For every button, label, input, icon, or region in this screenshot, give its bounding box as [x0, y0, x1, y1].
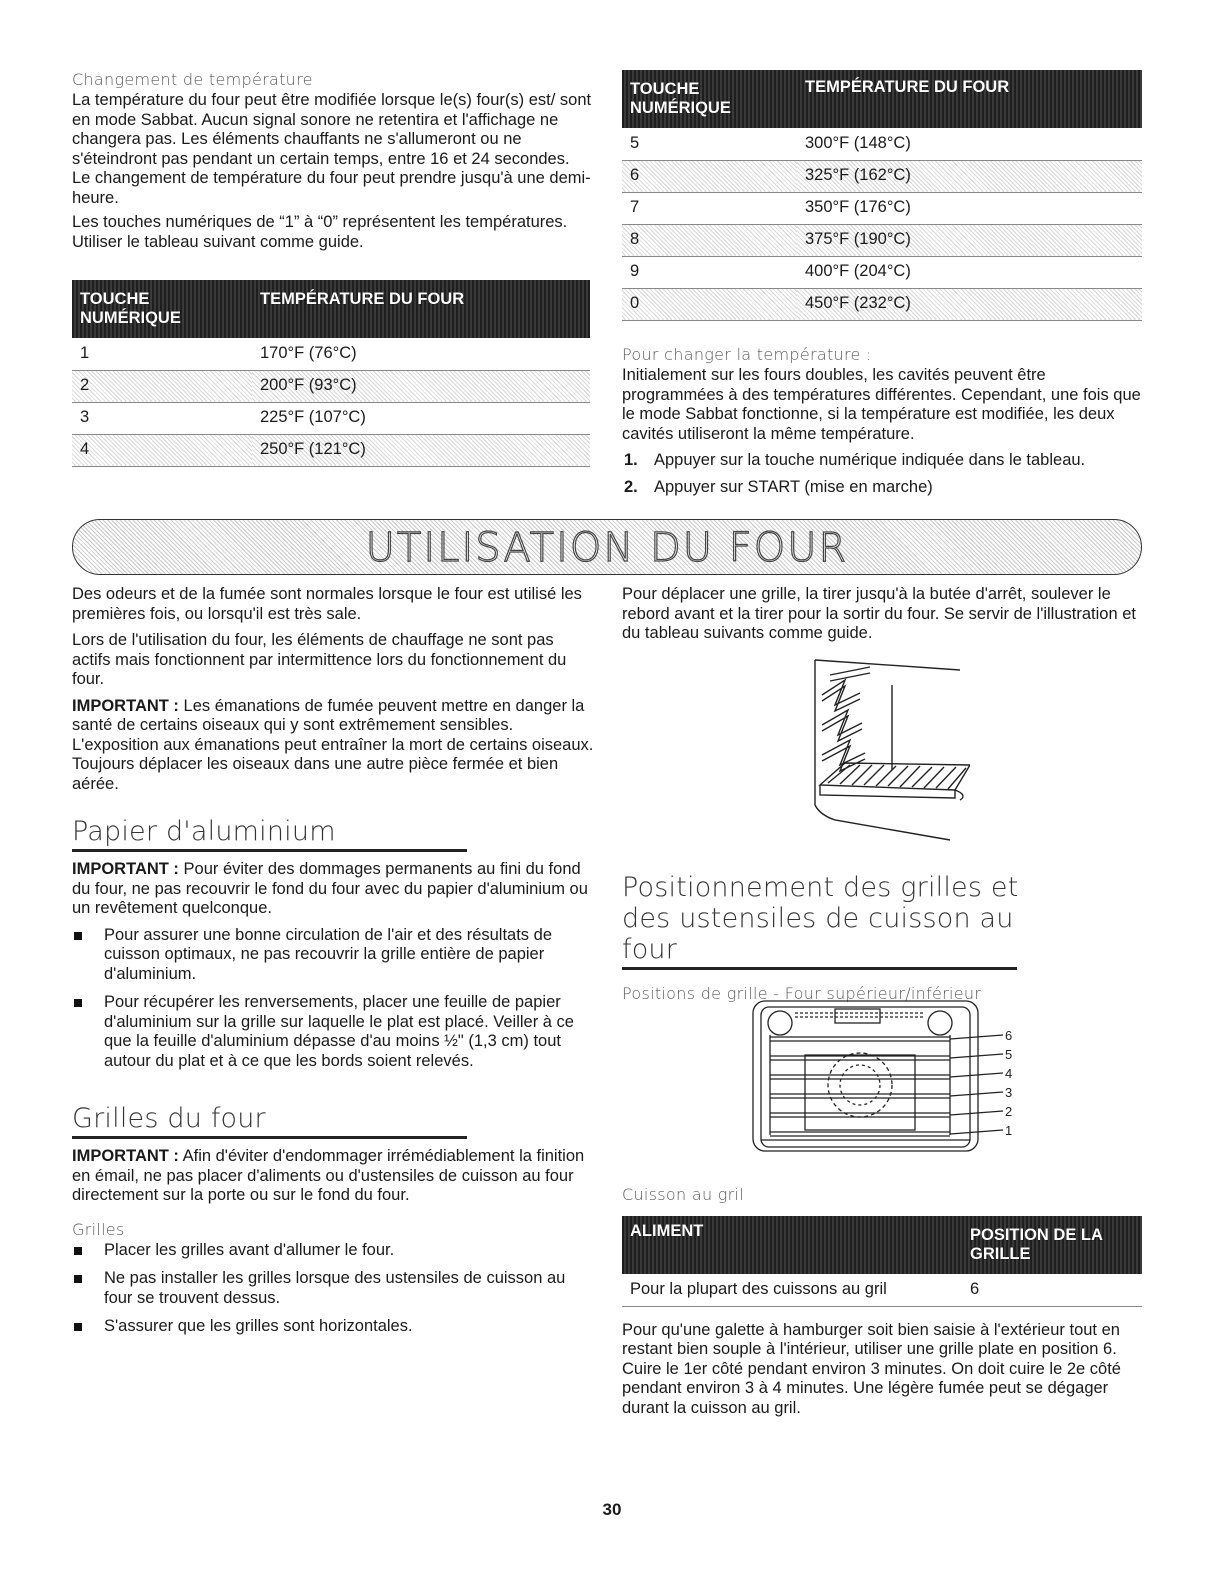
rack-position-label: 6	[1005, 1028, 1013, 1043]
rack-positions-diagram	[745, 995, 1035, 1160]
row-key: 1	[72, 338, 252, 370]
title-rule	[622, 967, 1017, 970]
change-temp-subhead: Pour changer la température :	[622, 345, 872, 364]
row-key: 0	[622, 288, 797, 320]
list-item: Ne pas installer les grilles lorsque des ustensiles de cuisson au four se trouvent dessus.	[72, 1269, 594, 1308]
broil-table	[622, 1216, 1142, 1307]
important-label: IMPORTANT :	[72, 860, 179, 878]
positioning-section	[622, 872, 1142, 1005]
table-row	[622, 256, 1142, 288]
title-rule	[72, 849, 467, 852]
important-text: Afin d'éviter d'endommager irrémédiablement la finition en émail, ne pas placer d'aliments ou d'ustensiles de cuisson au four directement sur la porte ou sur le fond du four.	[72, 1147, 585, 1204]
banner-title: UTILISATION DU FOUR	[365, 525, 849, 571]
row-key: 7	[622, 192, 797, 224]
foil-title: Papier d'aluminium	[72, 816, 336, 847]
move-rack-paragraph: Pour déplacer une grille, la tirer jusqu'à la butée d'arrêt, soulever le rebord avant et la tirer pour la sortir du four. Se servir de l'illustration et du tableau suivants comme guide.	[622, 585, 1136, 642]
row-temp: 170°F (76°C)	[252, 338, 590, 370]
list-item: Pour assurer une bonne circulation de l'air et des résultats de cuisson optimaux, ne pas recouvrir la grille entière de papier d'aluminium.	[72, 926, 594, 985]
important-text: Les émanations de fumée peuvent mettre en danger la santé de certains oiseaux qui y sont extrêmement sensibles. L'exposition aux émanations peut entraîner la mort de certains oiseaux. Toujours déplacer les oiseaux dans une autre pièce fermée et bien aérée.	[72, 696, 594, 793]
header-temp: TEMPÉRATURE DU FOUR	[260, 290, 465, 308]
foil-important	[72, 860, 594, 919]
rack-removal-illustration	[800, 655, 970, 850]
row-temp: 250°F (121°C)	[252, 434, 590, 466]
table-row	[622, 160, 1142, 192]
row-temp: 325°F (162°C)	[797, 160, 1142, 192]
rack-position-line	[770, 1132, 950, 1136]
rack-position-label: 5	[1005, 1047, 1013, 1062]
list-item	[622, 451, 1142, 471]
step-number: 2.	[624, 477, 638, 496]
table-row	[72, 402, 590, 434]
intro-section	[72, 585, 594, 801]
broil-subhead: Cuisson au gril	[622, 1185, 745, 1204]
rack-position-line	[770, 1037, 950, 1041]
move-rack-section	[622, 585, 1142, 651]
table-row	[622, 192, 1142, 224]
broil-paragraph: Pour qu'une galette à hamburger soit bien saisie à l'extérieur tout en restant bien souple à l'intérieur, utiliser une grille plate en position 6. Cuire le 1er côté pendant environ 3 minutes. On doit cuire le 2e côté pendant environ 3 à 4 minutes. Une légère fumée peut se dégager durant la cuisson au gril.	[622, 1320, 1121, 1417]
intro-important	[72, 697, 594, 795]
rack-position-line	[770, 1056, 950, 1060]
table-row	[622, 224, 1142, 256]
row-temp: 300°F (148°C)	[797, 128, 1142, 160]
change-temp-section	[622, 345, 1142, 504]
temp-table-left-header	[72, 280, 590, 338]
row-key: 5	[622, 128, 797, 160]
rack-position-leader	[950, 1130, 1003, 1134]
sabbath-subhead: Changement de température	[72, 70, 313, 89]
table-row	[622, 1274, 1142, 1306]
list-item	[622, 478, 1142, 498]
step-number: 1.	[624, 451, 638, 469]
racks-bullets	[72, 1241, 594, 1337]
temp-table-right	[622, 70, 1142, 321]
header-key: TOUCHE NUMÉRIQUE	[80, 290, 181, 327]
section-banner	[72, 519, 1142, 575]
row-temp: 225°F (107°C)	[252, 402, 590, 434]
racks-important	[72, 1147, 594, 1206]
row-temp: 400°F (204°C)	[797, 256, 1142, 288]
racks-subhead: Grilles	[72, 1219, 125, 1239]
rack-position-leader	[950, 1092, 1003, 1096]
header-temp: TEMPÉRATURE DU FOUR	[805, 78, 1010, 96]
row-key: 3	[72, 402, 252, 434]
row-key: 8	[622, 224, 797, 256]
row-key: 2	[72, 370, 252, 402]
rack-position-line	[770, 1075, 950, 1079]
row-key: 9	[622, 256, 797, 288]
rack-position-label: 1	[1005, 1123, 1013, 1138]
row-temp: 375°F (190°C)	[797, 224, 1142, 256]
important-label: IMPORTANT :	[72, 1147, 179, 1165]
temp-table-left	[72, 280, 590, 467]
table-row	[622, 288, 1142, 320]
racks-title: Grilles du four	[72, 1103, 266, 1134]
list-item: Placer les grilles avant d'allumer le four.	[72, 1241, 594, 1261]
intro-paragraph-1: Des odeurs et de la fumée sont normales lorsque le four est utilisé les premières fois, ou lorsqu'il est très sale.	[72, 585, 582, 623]
foil-bullets	[72, 926, 594, 1072]
foil-section	[72, 816, 594, 1080]
row-temp: 200°F (93°C)	[252, 370, 590, 402]
row-key: 4	[72, 434, 252, 466]
list-item: Pour récupérer les renversements, placer une feuille de papier d'aluminium sur la grille sur laquelle le plat est placé. Veiller à ce que la feuille d'aluminium dépasse d'au moins ½" (1,3 cm) tout autour du plat et à ce que les bords soient relevés.	[72, 993, 594, 1071]
important-label: IMPORTANT :	[72, 696, 179, 715]
broil-table-header	[622, 1216, 1142, 1274]
rack-position-leader	[950, 1054, 1003, 1058]
change-temp-paragraph: Initialement sur les fours doubles, les cavités peuvent être programmées à des températures différentes. Cependant, une fois que le mode Sabbat fonctionne, si la température est modifiée, les deux cavités utiliseront la même température.	[622, 366, 1141, 443]
rack-position-label: 4	[1005, 1066, 1013, 1081]
broil-section	[622, 1185, 1142, 1425]
sabbath-paragraph-3: Utiliser le tableau suivant comme guide.	[72, 232, 364, 251]
important-text: Pour éviter des dommages permanents au fini du fond du four, ne pas recouvrir le fond du four avec du papier d'aluminium ou un revêtement quelconque.	[72, 860, 588, 917]
sabbath-paragraph-1: La température du four peut être modifiée lorsque le(s) four(s) est/ sont en mode Sabbat. Aucun signal sonore ne retentira et l'affichage ne changera pas. Les éléments chauffants ne s'allumeront ou ne s'éteindront pas pendant un certain temps, entre 16 et 24 secondes. Le changement de température du four peut prendre jusqu'à une demi-heure.	[72, 91, 592, 207]
row-position: 6	[962, 1274, 1142, 1306]
page-number: 30	[602, 1500, 622, 1519]
intro-paragraph-2: Lors de l'utilisation du four, les éléments de chauffage ne sont pas actifs mais fonctionnent par intermittence lors du fonctionnement du four.	[72, 631, 567, 688]
title-rule	[72, 1136, 467, 1139]
sabbath-paragraph-2: Les touches numériques de “1” à “0” représentent les températures.	[72, 213, 568, 231]
row-temp: 350°F (176°C)	[797, 192, 1142, 224]
temp-table-right-header	[622, 70, 1142, 128]
step-text: Appuyer sur la touche numérique indiquée dans le tableau.	[654, 451, 1086, 469]
diagram-label: Positions de grille - Four supérieur/inférieur	[622, 984, 982, 1003]
row-temp: 450°F (232°C)	[797, 288, 1142, 320]
rack-position-leader	[950, 1111, 1003, 1115]
header-position: POSITION DE LA GRILLE	[970, 1226, 1103, 1263]
rack-position-label: 2	[1005, 1104, 1013, 1119]
racks-section	[72, 1103, 594, 1346]
header-food: ALIMENT	[630, 1222, 704, 1240]
table-row	[72, 370, 590, 402]
rack-position-leader	[950, 1035, 1003, 1039]
row-food: Pour la plupart des cuissons au gril	[622, 1274, 962, 1306]
rack-position-leader	[950, 1073, 1003, 1077]
list-item: S'assurer que les grilles sont horizontales.	[72, 1317, 594, 1337]
row-key: 6	[622, 160, 797, 192]
rack-position-line	[770, 1094, 950, 1098]
header-key: TOUCHE NUMÉRIQUE	[630, 80, 731, 117]
rack-position-line	[770, 1113, 950, 1117]
table-row	[72, 338, 590, 370]
positioning-title: Positionnement des grilles et des ustensiles de cuisson au four	[622, 872, 1019, 965]
table-row	[622, 128, 1142, 160]
rack-position-label: 3	[1005, 1085, 1013, 1100]
step-text: Appuyer sur START (mise en marche)	[654, 477, 933, 496]
change-temp-steps	[622, 451, 1142, 497]
table-row	[72, 434, 590, 466]
sabbath-temp-section	[72, 70, 592, 259]
